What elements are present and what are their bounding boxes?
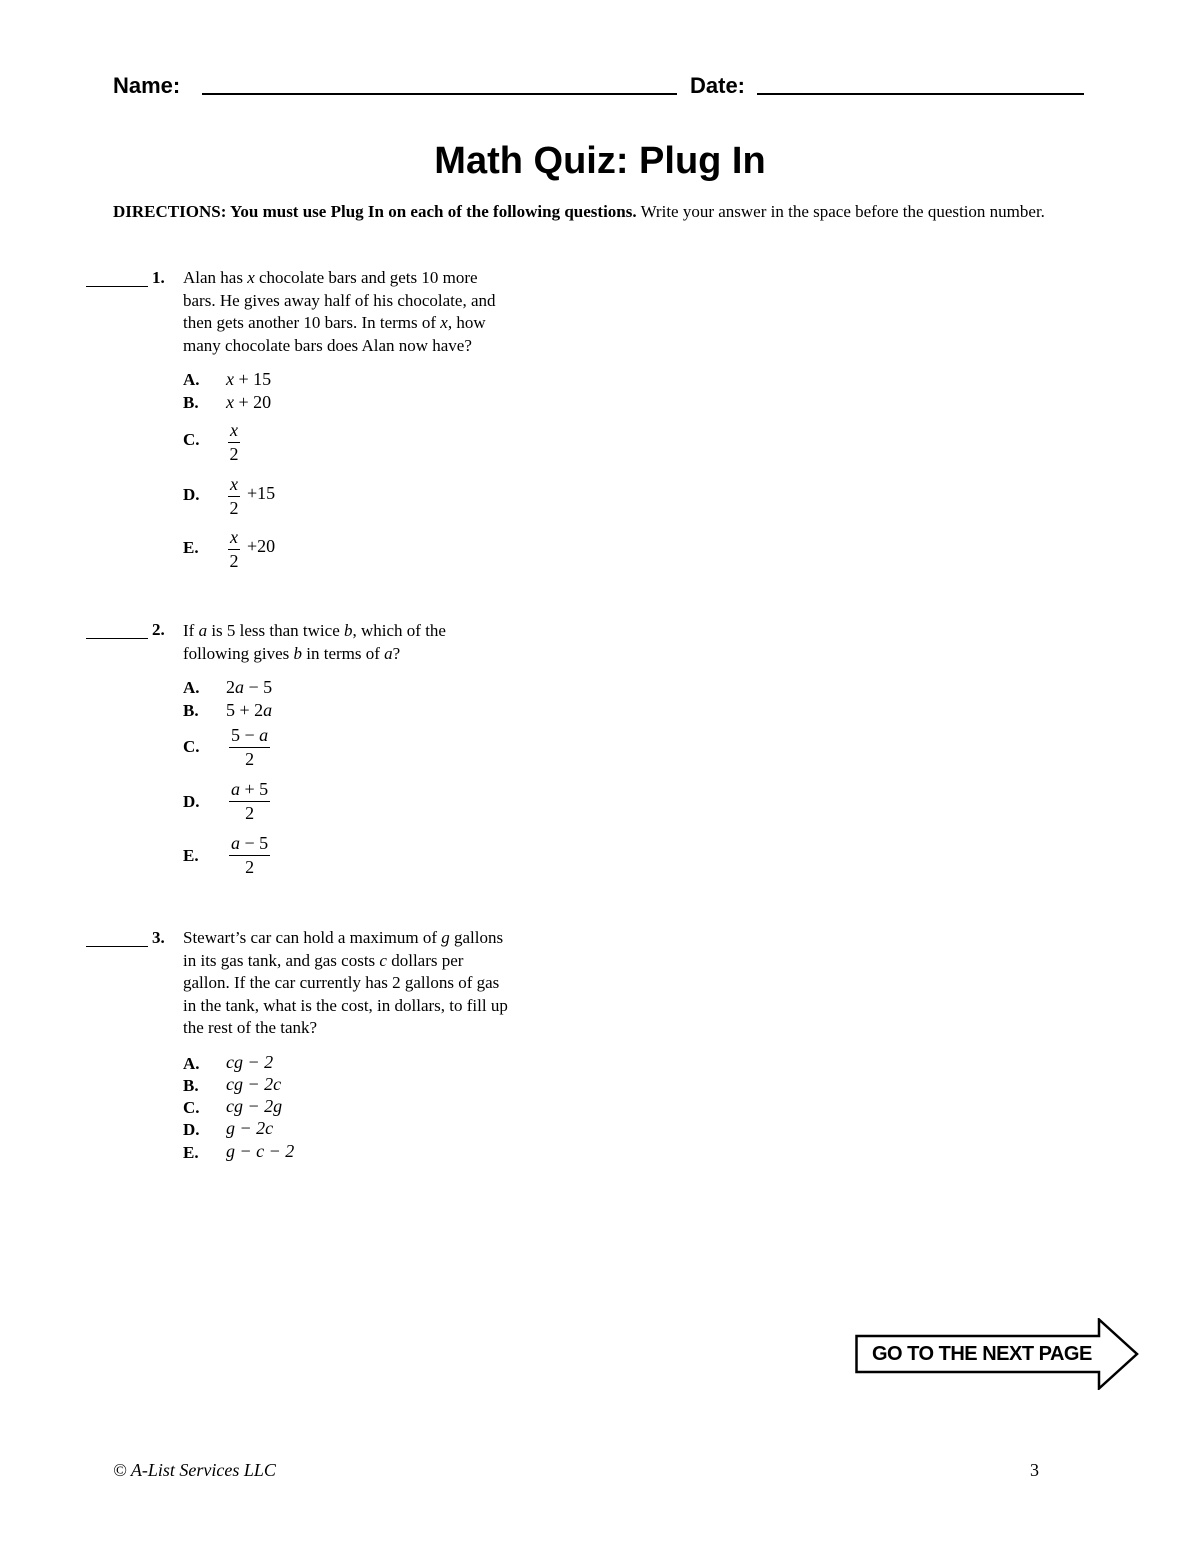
q1-choice-c-letter: C. [183,430,200,449]
q1-choice-e[interactable]: $\frac{x}{2}$ [229,527,239,571]
q2-choice-c-letter: C. [183,737,200,756]
date-field[interactable] [757,93,1084,95]
q2-choice-b-letter: B. [183,701,199,720]
date-label: Date: [690,73,746,98]
q1-choice-b[interactable]: x + 20 [226,392,272,412]
directions [113,201,1073,223]
q1-var: x [440,313,448,332]
q2-choice-a[interactable]: 2a − 5 [226,677,273,697]
copyright: © A-List Services LLC [113,1460,276,1480]
q3-choice-c-letter: C. [183,1098,200,1117]
page-title: Math Quiz: Plug In [434,140,766,182]
name-label: Name: [113,73,181,98]
q1-text: , how [447,313,486,332]
answer-blank-3[interactable] [86,946,148,947]
directions-lead: DIRECTIONS: You must use Plug In on each of the following questions. [113,202,637,221]
q2-choice-b[interactable]: 5 + 2a [226,700,273,720]
answer-blank-2[interactable] [86,638,148,639]
question-number-1: 1. [152,268,165,287]
question-number-2: 2. [152,620,165,639]
q3-choice-b[interactable]: cg − 2c [226,1074,282,1094]
q1-choice-e-suffix: +20 [247,536,276,556]
q1-choice-d-letter: D. [183,485,200,504]
q1-text: chocolate bars and gets 10 more [254,268,478,287]
q1-text: then gets another 10 bars. In terms of [183,313,441,332]
q3-choice-b-letter: B. [183,1076,199,1095]
q3-choice-e[interactable]: g − c − 2 [226,1141,295,1161]
directions-rest: Write your answer in the space before the question number. [636,202,1045,221]
q3-choice-e-letter: E. [183,1143,199,1162]
q1-choice-e-letter: E. [183,538,199,557]
q1-text: many chocolate bars does Alan now have? [183,335,472,355]
question-text-2: If a is 5 less than twice b, which of the following gives b in terms of a? [183,621,446,663]
q1-text: Alan has [183,268,248,287]
q3-choice-d[interactable]: g − 2c [226,1118,274,1138]
q1-choice-c[interactable]: $\frac{x}{2}$ [229,420,239,464]
next-page-label[interactable]: GO TO THE NEXT PAGE [872,1343,1092,1365]
q2-choice-a-letter: A. [183,678,200,697]
q1-text: bars. He gives away half of his chocolate, and [183,290,496,310]
q1-var: x [247,268,255,287]
q3-choice-a[interactable]: cg − 2 [226,1052,274,1072]
page-number: 3 [1030,1460,1039,1480]
q1-choice-b-letter: B. [183,393,199,412]
q2-choice-e-letter: E. [183,846,199,865]
q1-choice-a[interactable]: x + 15 [226,369,272,389]
q3-choice-c[interactable]: cg − 2g [226,1096,283,1116]
answer-blank-1[interactable] [86,286,148,287]
question-text-3: Stewart’s car can hold a maximum of g gallons in its gas tank, and gas costs c dollars per gallon. If the car currently has 2 gallons of gas in the tank, what is the cost, in dollars, to fill up the rest of the tank? [183,928,508,1037]
q1-choice-d-suffix: +15 [247,483,276,503]
q1-choice-d[interactable]: $\frac{x}{2}$ [229,474,239,518]
q3-choice-d-letter: D. [183,1120,200,1139]
q2-choice-d[interactable]: $\frac{a + 5}{2}$ [231,779,269,823]
q1-choice-a-letter: A. [183,370,200,389]
name-field[interactable] [202,93,677,95]
q2-choice-d-letter: D. [183,792,200,811]
q3-choice-a-letter: A. [183,1054,200,1073]
q2-choice-e[interactable]: $\frac{a - 5}{2}$ [231,833,269,877]
question-text-1 [183,267,496,357]
question-number-3: 3. [152,928,165,947]
q2-choice-c[interactable]: $\frac{5 - a}{2}$ [231,725,269,769]
